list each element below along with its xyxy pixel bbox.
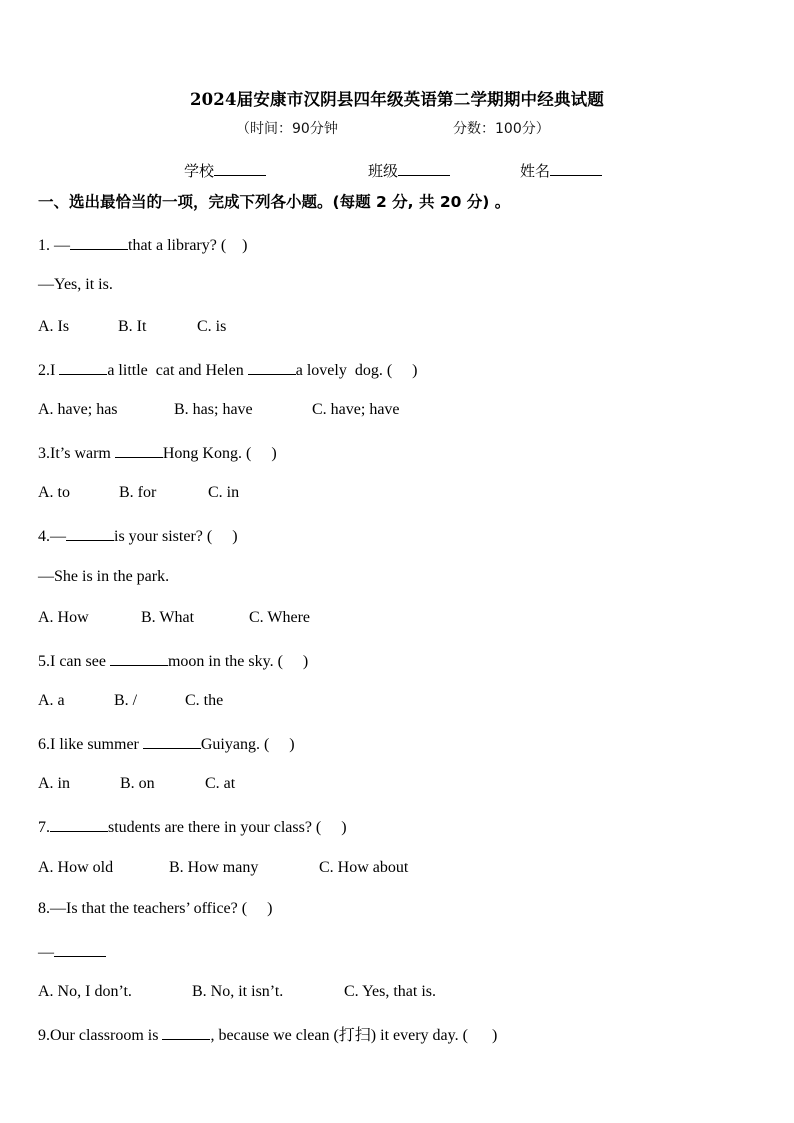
q8-answer	[38, 941, 106, 963]
q2-suffix: a lovely dog. ( )	[295, 362, 418, 379]
q9-blank[interactable]	[162, 1024, 210, 1040]
question-7	[38, 816, 347, 838]
q4-prefix: 4.—	[38, 528, 66, 545]
q5-option-c[interactable]: C. the	[185, 692, 224, 709]
q2-prefix: 2.I	[38, 362, 60, 379]
q5-blank[interactable]	[110, 650, 168, 666]
class-field	[368, 160, 450, 181]
name-label: 姓名	[520, 162, 551, 180]
exam-time: （时间：90分钟	[236, 121, 338, 137]
q1-answer: —Yes, it is.	[38, 276, 113, 293]
question-1	[38, 234, 248, 256]
q4-option-b[interactable]: B. What	[141, 609, 195, 626]
school-blank[interactable]	[214, 161, 266, 176]
name-field	[520, 160, 602, 181]
q7-prefix: 7.	[38, 819, 50, 836]
q6-blank[interactable]	[143, 733, 201, 749]
q1-suffix: that a library? ( )	[128, 237, 248, 254]
page-title: 2024届安康市汉阴县四年级英语第二学期期中经典试题	[189, 90, 605, 109]
q1-option-b[interactable]: B. It	[118, 318, 147, 335]
class-blank[interactable]	[398, 161, 450, 176]
q4-option-a[interactable]: A. How	[38, 609, 89, 626]
q2-blank-1[interactable]	[59, 359, 107, 375]
exam-score: 分数：100分）	[453, 121, 550, 137]
q1-option-c[interactable]: C. is	[197, 318, 227, 335]
q2-option-c[interactable]: C. have; have	[312, 401, 400, 418]
q8-option-a[interactable]: A. No, I don’t.	[38, 983, 132, 1000]
q4-option-c[interactable]: C. Where	[249, 609, 311, 626]
school-label: 学校	[184, 162, 215, 180]
q4-suffix: is your sister? ( )	[114, 528, 238, 545]
q8-option-b[interactable]: B. No, it isn’t.	[192, 983, 284, 1000]
q6-option-a[interactable]: A. in	[38, 775, 70, 792]
q9-suffix: , because we clean (打扫) it every day. ( )	[210, 1027, 498, 1044]
q2-option-b[interactable]: B. has; have	[174, 401, 253, 418]
q2-blank-2[interactable]	[248, 359, 296, 375]
class-label: 班级	[368, 162, 399, 180]
q3-option-a[interactable]: A. to	[38, 484, 70, 501]
q5-suffix: moon in the sky. ( )	[167, 653, 309, 670]
q7-option-b[interactable]: B. How many	[169, 859, 259, 876]
q3-suffix: Hong Kong. ( )	[162, 445, 277, 462]
q7-option-c[interactable]: C. How about	[319, 859, 409, 876]
q6-suffix: Guiyang. ( )	[200, 736, 295, 753]
q1-blank[interactable]	[70, 234, 128, 250]
q8-blank[interactable]	[54, 941, 106, 957]
q1-prefix: 1. —	[38, 237, 70, 254]
question-9	[38, 1024, 497, 1046]
q8-answer-dash: —	[38, 944, 54, 961]
question-8: 8.—Is that the teachers’ office? ( )	[38, 900, 273, 917]
q3-prefix: 3.It’s warm	[38, 445, 115, 462]
q3-option-b[interactable]: B. for	[119, 484, 157, 501]
q2-middle: a little cat and Helen	[107, 362, 248, 379]
q6-option-b[interactable]: B. on	[120, 775, 155, 792]
q7-option-a[interactable]: A. How old	[38, 859, 114, 876]
question-5	[38, 650, 308, 672]
section-heading: 一、选出最恰当的一项，完成下列各小题。(每题 2 分, 共 20 分) 。	[38, 193, 511, 211]
q6-option-c[interactable]: C. at	[205, 775, 236, 792]
q7-suffix: students are there in your class? ( )	[108, 819, 347, 836]
name-blank[interactable]	[550, 161, 602, 176]
question-6	[38, 733, 295, 755]
school-field	[184, 160, 266, 181]
question-4	[38, 525, 238, 547]
q4-answer: —She is in the park.	[38, 568, 170, 585]
q5-option-a[interactable]: A. a	[38, 692, 65, 709]
question-2	[38, 359, 417, 381]
q1-option-a[interactable]: A. Is	[38, 318, 70, 335]
q3-option-c[interactable]: C. in	[208, 484, 240, 501]
q9-prefix: 9.Our classroom is	[38, 1027, 163, 1044]
q2-option-a[interactable]: A. have; has	[38, 401, 118, 418]
q5-prefix: 5.I can see	[38, 653, 110, 670]
q5-option-b[interactable]: B. /	[114, 692, 138, 709]
q6-prefix: 6.I like summer	[38, 736, 143, 753]
q4-blank[interactable]	[66, 525, 114, 541]
q3-blank[interactable]	[115, 442, 163, 458]
question-3	[38, 442, 277, 464]
q8-option-c[interactable]: C. Yes, that is.	[344, 983, 437, 1000]
q7-blank[interactable]	[50, 816, 108, 832]
